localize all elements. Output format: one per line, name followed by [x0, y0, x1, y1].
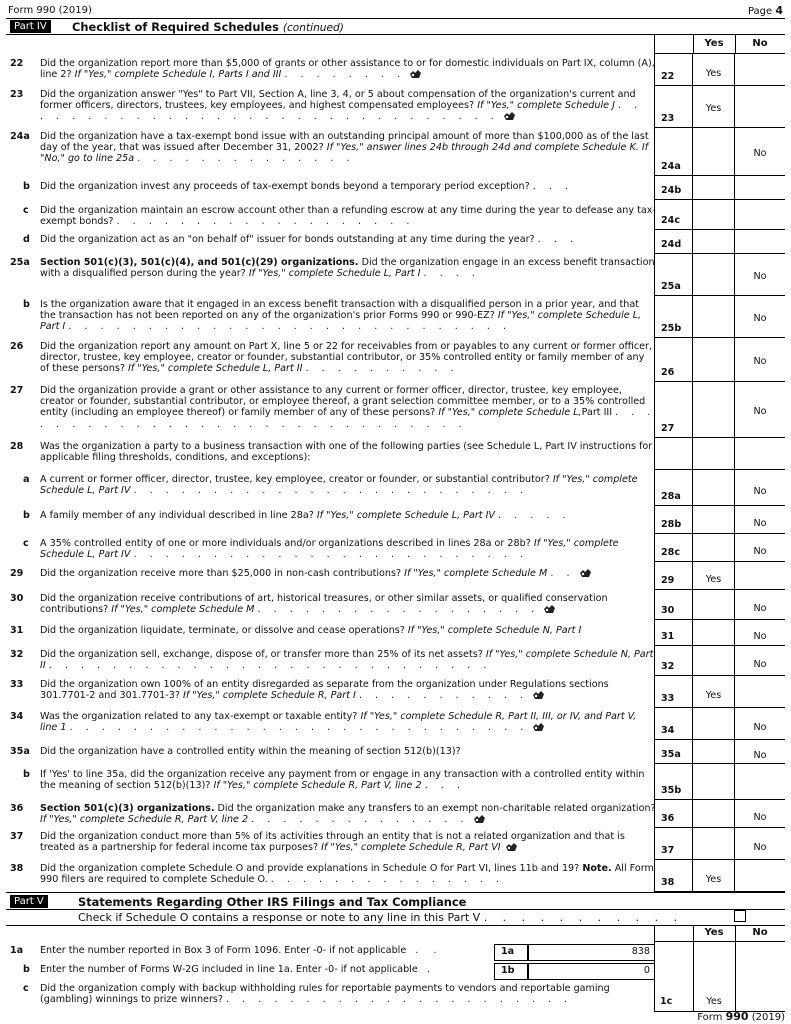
answer-no[interactable]: No	[735, 590, 785, 620]
line-number: 25a	[10, 257, 30, 268]
attachment-icon	[532, 722, 545, 732]
part4-label: Part IV	[10, 20, 51, 33]
answer-no[interactable]: No	[735, 254, 785, 296]
line-number: 27	[10, 385, 24, 396]
part5-title-bar	[6, 892, 785, 910]
answer-yes[interactable]	[693, 438, 735, 470]
answer-yes[interactable]: Yes	[693, 86, 735, 128]
line-number: 31	[10, 625, 24, 636]
line-question: Section 501(c)(3) organizations. Did the organization make any transfers to an exempt non-charitable related organization? If "Yes," complete Schedule R, Part V, line 2 . . . . . . . . . . . . . .	[40, 803, 656, 826]
answer-yes[interactable]	[693, 128, 735, 176]
line-box-27: 27	[654, 382, 693, 438]
line-number: 29	[10, 568, 24, 579]
line-question: Did the organization own 100% of an entity disregarded as separate from the organization under Regulations sections 301.7701-2 and 301.7701-3? If "Yes," complete Schedule R, Part I . . . . . . . . . . .	[40, 679, 609, 702]
answer-yes[interactable]	[693, 338, 735, 382]
attachment-icon	[579, 568, 592, 578]
line-box-25b: 25b	[654, 296, 693, 338]
line-number: 32	[10, 649, 24, 660]
line-question: Did the organization act as an "on behalf of" issuer for bonds outstanding at any time during the year? . . .	[40, 234, 578, 245]
line-question: Did the organization maintain an escrow account other than a refunding escrow at any time during the year to defease any tax-exempt bonds? . . . . . . . . . . . . . . . . . . .	[40, 205, 656, 228]
line-box-24c: 24c	[654, 200, 693, 230]
part4-title: Checklist of Required Schedules (continued)	[72, 20, 344, 34]
line-question: Did the organization report any amount on Part X, line 5 or 22 for receivables from or payables to any current or former officer, director, trustee, key employee, creator or founder, substantial contributor, or 35% controlled entity or family member of any of these persons? If "Yes," complete Schedule L, Part II . . . . . . . . . .	[40, 341, 653, 375]
line-question: Did the organization receive more than $25,000 in non-cash contributions? If "Yes," complete Schedule M . .	[40, 568, 656, 579]
line-number: 24a	[10, 131, 30, 142]
answer-no[interactable]: No	[735, 646, 785, 676]
answer-no[interactable]: No	[735, 296, 785, 338]
line-box-24d: 24d	[654, 230, 693, 254]
part5-line: 1a Enter the number reported in Box 3 of Form 1096. Enter -0- if not applicable . .	[10, 945, 443, 956]
line-question: Did the organization conduct more than 5% of its activities through an entity that is not a related organization and that is treated as a partnership for federal income tax purposes? If "Yes," complete Schedule R, Part VI	[40, 831, 625, 854]
part5-title: Statements Regarding Other IRS Filings and Tax Compliance	[78, 895, 467, 909]
part5-value-1a[interactable]: 838	[528, 944, 655, 961]
answer-yes[interactable]	[693, 230, 735, 254]
answer-no[interactable]: No	[735, 828, 785, 860]
line-box-24b: 24b	[654, 176, 693, 200]
line-box-30: 30	[654, 590, 693, 620]
answer-yes[interactable]	[693, 708, 735, 740]
attachment-icon	[543, 604, 556, 614]
answer-yes[interactable]	[693, 534, 735, 562]
answer-yes[interactable]: Yes	[693, 54, 735, 86]
answer-no[interactable]: No	[735, 708, 785, 740]
answer-yes[interactable]	[693, 296, 735, 338]
answer-no[interactable]	[735, 764, 785, 800]
line-number: b	[23, 769, 30, 780]
line-question: Was the organization a party to a business transaction with one of the following parties (see Schedule L, Part IV instructions for applicable filing thresholds, conditions, and exceptions):	[40, 441, 653, 464]
line-question: A family member of any individual described in line 28a? If "Yes," complete Schedule L, Part IV . . . . .	[40, 510, 571, 521]
line-box-34: 34	[654, 708, 693, 740]
answer-no[interactable]: No	[735, 740, 785, 764]
line-number: c	[23, 205, 29, 216]
line-question: Did the organization answer "Yes" to Part VII, Section A, line 3, 4, or 5 about compensation of the organization's current and former officers, directors, trustees, key employees, and highest compensated employees? If "Yes," complete Schedule J . . . . . . . . . . . . . . . . . . . . . . . . . . . . . . .	[40, 89, 643, 123]
page-number: Page 4	[747, 4, 783, 17]
answer-1c-yes[interactable]: Yes	[706, 996, 722, 1007]
answer-yes[interactable]	[693, 740, 735, 764]
answer-yes[interactable]	[693, 176, 735, 200]
line-box-23: 23	[654, 86, 693, 128]
part5-line: b Enter the number of Forms W-2G included in line 1a. Enter -0- if not applicable .	[23, 964, 436, 975]
answer-no[interactable]: No	[735, 620, 785, 646]
line-box-22: 22	[654, 54, 693, 86]
part5-label: Part V	[10, 895, 48, 908]
line-question: Did the organization have a controlled entity within the meaning of section 512(b)(13)?	[40, 746, 461, 757]
line-box-38: 38	[654, 860, 693, 892]
answer-yes[interactable]	[693, 382, 735, 438]
line-box-29: 29	[654, 562, 693, 590]
answer-no[interactable]: No	[735, 470, 785, 506]
line-box-25a: 25a	[654, 254, 693, 296]
line-number: b	[23, 510, 30, 521]
line-question: A current or former officer, director, trustee, key employee, creator or founder, or substantial contributor? If "Yes," complete Schedule L, Part IV . . . . . . . . . . . . . . . . . . . . . . . . .	[40, 474, 638, 497]
part5-col-no: No	[752, 927, 768, 938]
line-box-28a: 28a	[654, 470, 693, 506]
line-number: 37	[10, 831, 24, 842]
answer-no[interactable]: No	[735, 382, 785, 438]
answer-no[interactable]: No	[735, 338, 785, 382]
answer-no[interactable]	[735, 562, 785, 590]
line-box-37: 37	[654, 828, 693, 860]
line-number: b	[23, 181, 30, 192]
answer-yes[interactable]	[693, 764, 735, 800]
part5-line-1c: c Did the organization comply with backup withholding rules for reportable payments to vendors and reportable gaming (gambling) winnings to prize winners? . . . . . . . . . . . . . . . . . . . . . .	[23, 983, 610, 1006]
answer-yes[interactable]: Yes	[693, 860, 735, 892]
answer-no[interactable]	[735, 176, 785, 200]
line-question: Is the organization aware that it engaged in an excess benefit transaction with a disqualified person in a prior year, and that the transaction has not been reported on any of the organization's prior Forms 990 or 990-EZ? If "Yes," complete Schedule L, Part I . . . . . . . . . . . . . . . . . . . . . . . . . . . .	[40, 299, 642, 333]
line-number: 28	[10, 441, 24, 452]
answer-no[interactable]	[735, 86, 785, 128]
line-box-32: 32	[654, 646, 693, 676]
answer-no[interactable]	[735, 676, 785, 708]
line-box-26: 26	[654, 338, 693, 382]
line-number: 34	[10, 711, 24, 722]
answer-yes[interactable]	[693, 800, 735, 828]
answer-no[interactable]: No	[735, 128, 785, 176]
answer-yes[interactable]	[693, 620, 735, 646]
answer-no[interactable]	[735, 438, 785, 470]
box-1c: 1c	[660, 996, 673, 1007]
line-number: 36	[10, 803, 24, 814]
form-label: Form 990 (2019)	[8, 5, 92, 16]
line-box-31: 31	[654, 620, 693, 646]
line-number: 35a	[10, 746, 30, 757]
answer-yes[interactable]	[693, 646, 735, 676]
part5-value-1b[interactable]: 0	[528, 963, 655, 980]
line-question: A 35% controlled entity of one or more individuals and/or organizations described in lines 28a or 28b? If "Yes," complete Schedule L, Part IV . . . . . . . . . . . . . . . . . . . . . . . . .	[40, 538, 619, 561]
line-box-33: 33	[654, 676, 693, 708]
part4-title-bar	[6, 19, 785, 35]
answer-yes[interactable]	[693, 200, 735, 230]
page-footer: Form 990 (2019)	[697, 1010, 785, 1023]
line-number: 23	[10, 89, 24, 100]
line-number: 30	[10, 593, 24, 604]
line-box-35a: 35a	[654, 740, 693, 764]
line-question: Did the organization invest any proceeds of tax-exempt bonds beyond a temporary period exception? . . .	[40, 181, 573, 192]
line-question: Did the organization have a tax-exempt bond issue with an outstanding principal amount of more than $100,000 as of the last day of the year, that was issued after December 31, 2002? If "Yes," answer lines 24b through 24d and complete Schedule K. If "No," go to line 25a . . . . . . . . . . . . . .	[40, 131, 649, 165]
answer-no[interactable]	[735, 230, 785, 254]
line-box-28b: 28b	[654, 506, 693, 534]
attachment-icon	[532, 690, 545, 700]
part5-col-yes: Yes	[704, 927, 724, 938]
answer-yes[interactable]	[693, 506, 735, 534]
line-number: c	[23, 538, 29, 549]
line-box-36: 36	[654, 800, 693, 828]
answer-no[interactable]	[735, 200, 785, 230]
attachment-icon	[505, 842, 518, 852]
line-number: d	[23, 234, 30, 245]
part5-box-1b: 1b	[494, 963, 528, 980]
attachment-icon	[473, 814, 486, 824]
line-question: Did the organization provide a grant or other assistance to any current or former officer, director, trustee, key employee, creator or founder, substantial contributor, or employee thereof, a grant selection committee member, or to a 35% controlled entity (including an employee thereof) or family member of any of these persons? If "Yes," complete Schedule L,Part III . . . . . . . . . . . . . . . . . . . . . . . . . . . . . .	[40, 385, 656, 430]
line-number: b	[23, 299, 30, 310]
line-number: 38	[10, 863, 24, 874]
line-question: Did the organization report more than $5,000 of grants or other assistance to or for domestic individuals on Part IX, column (A), line 2? If "Yes," complete Schedule I, Parts I and III . . . . . . . .	[40, 58, 655, 81]
line-box-blank	[654, 438, 693, 470]
part5-box-1a: 1a	[494, 944, 528, 961]
line-question: Did the organization receive contributions of art, historical treasures, or other similar assets, or qualified conservation contributions? If "Yes," complete Schedule M . . . . . . . . . . . . . . . . . .	[40, 593, 608, 616]
page-header	[6, 3, 785, 19]
line-question: Did the organization liquidate, terminate, or dissolve and cease operations? If "Yes," complete Schedule N, Part I	[40, 625, 582, 636]
line-question: Section 501(c)(3), 501(c)(4), and 501(c)(29) organizations. Did the organization engage in an excess benefit transaction with a disqualified person during the year? If "Yes," complete Schedule L, Part I . . . .	[40, 257, 655, 280]
part5-check-line: Check if Schedule O contains a response or note to any line in this Part V . . . . . . . . . . .	[78, 911, 684, 924]
attachment-icon	[503, 111, 516, 121]
answer-yes[interactable]	[693, 590, 735, 620]
answer-no[interactable]: No	[735, 506, 785, 534]
answer-no[interactable]	[735, 860, 785, 892]
line-box-28c: 28c	[654, 534, 693, 562]
answer-yes[interactable]	[693, 828, 735, 860]
answer-yes[interactable]	[693, 254, 735, 296]
line-box-24a: 24a	[654, 128, 693, 176]
col-no-header: No	[752, 38, 768, 49]
col-yes-header: Yes	[704, 38, 724, 49]
answer-yes[interactable]: Yes	[693, 562, 735, 590]
schedule-o-checkbox[interactable]	[734, 910, 746, 922]
line-number: 22	[10, 58, 24, 69]
line-question: Was the organization related to any tax-exempt or taxable entity? If "Yes," complete Schedule R, Part II, III, or IV, and Part V, line 1 . . . . . . . . . . . . . . . . . . . . . . . . . . . . .	[40, 711, 637, 734]
line-question: If 'Yes' to line 35a, did the organization receive any payment from or engage in any transaction with a controlled entity within the meaning of section 512(b)(13)? If "Yes," complete Schedule R, Part V, line 2 . . .	[40, 769, 645, 792]
line-number: 26	[10, 341, 24, 352]
line-number: a	[23, 474, 30, 485]
answer-no[interactable]: No	[735, 534, 785, 562]
answer-no[interactable]	[735, 54, 785, 86]
line-box-35b: 35b	[654, 764, 693, 800]
line-number: 33	[10, 679, 24, 690]
answer-yes[interactable]: Yes	[693, 676, 735, 708]
line-question: Did the organization complete Schedule O and provide explanations in Schedule O for Part VI, lines 11b and 19? Note. All Form 990 filers are required to complete Schedule O. . . . . . . . . . . . . . . .	[40, 863, 654, 886]
line-question: Did the organization sell, exchange, dispose of, or transfer more than 25% of its net assets? If "Yes," complete Schedule N, Part II . . . . . . . . . . . . . . . . . . . . . . . . . . . .	[40, 649, 654, 672]
answer-yes[interactable]	[693, 470, 735, 506]
attachment-icon	[409, 69, 422, 79]
answer-no[interactable]: No	[735, 800, 785, 828]
